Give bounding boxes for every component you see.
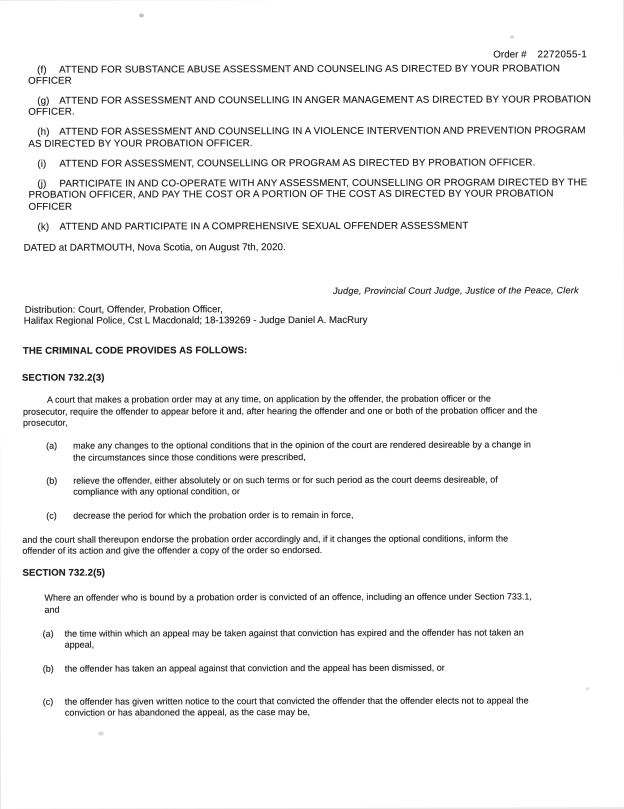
- condition-j-label: (j): [37, 178, 47, 190]
- s3-intro-line-3: prosecutor,: [23, 417, 68, 428]
- condition-h-label: (h): [37, 126, 50, 139]
- condition-i-line-1: ATTEND FOR ASSESSMENT, COUNSELLING OR PROGRAM AS DIRECTED BY PROBATION OFFICER.: [59, 157, 536, 170]
- s3-item-b-label: (b): [46, 475, 58, 486]
- s5-item-a-label: (a): [42, 628, 54, 639]
- s3-item-c: [0, 509, 624, 522]
- condition-j: [0, 177, 623, 213]
- s3-closing-line-2: offender of its action and give the offender a copy of the order so endorsed.: [22, 545, 323, 556]
- s3-item-a-line-2: the circumstances since those conditions were prescribed,: [73, 451, 306, 463]
- criminal-code-heading: THE CRIMINAL CODE PROVIDES AS FOLLOWS:: [22, 345, 248, 358]
- order-number-label: Order #: [493, 49, 527, 61]
- condition-g: [0, 94, 623, 118]
- s5-item-a: [1, 627, 624, 651]
- section-732-2-5-intro: [0, 592, 624, 616]
- signature-roles-line: Judge, Provincial Court Judge, Justice of the Peace, Clerk: [333, 285, 579, 297]
- distribution-line-1: Distribution: Court, Offender, Probation Officer,: [24, 304, 223, 317]
- s5-item-a-line-2: appeal,: [64, 639, 95, 650]
- s5-item-c-label: (c): [42, 696, 54, 707]
- condition-f-line-2: OFFICER: [28, 75, 72, 87]
- distribution-block: [0, 304, 624, 328]
- s3-item-c-label: (c): [46, 510, 57, 521]
- condition-h-line-1: ATTEND FOR ASSESSMENT AND COUNSELLING IN A VIOLENCE INTERVENTION AND PREVENTION PROGRAM: [59, 125, 586, 138]
- condition-j-line-3: OFFICER: [28, 201, 73, 213]
- s3-item-b: [0, 474, 624, 498]
- condition-g-line-1: ATTEND FOR ASSESSMENT AND COUNSELLING IN ANGER MANAGEMENT AS DIRECTED BY YOUR PROBATION: [59, 94, 592, 107]
- dated-line: DATED at DARTMOUTH, Nova Scotia, on August 7th, 2020.: [23, 242, 286, 254]
- s3-item-c-line-1: decrease the period for which the probation order is to remain in force,: [73, 509, 354, 521]
- condition-f-label: (f): [37, 64, 47, 76]
- scan-speck: [98, 732, 104, 736]
- s3-item-a-line-1: make any changes to the optional conditions that in the opinion of the court are rendered desireable by a change in: [73, 439, 531, 451]
- s5-intro-line-2: and: [44, 604, 60, 615]
- s3-closing-line-1: and the court shall thereupon endorse the probation order accordingly and, if it changes the optional conditions, inform the: [22, 533, 509, 545]
- s3-item-a: [0, 440, 624, 464]
- order-number-line: [0, 49, 623, 62]
- s5-item-b-label: (b): [42, 663, 54, 674]
- condition-k-label: (k): [37, 221, 50, 233]
- s3-item-a-label: (a): [46, 440, 58, 452]
- condition-f-line-1: ATTEND FOR SUBSTANCE ABUSE ASSESSMENT AND COUNSELING AS DIRECTED BY YOUR PROBATION: [59, 62, 561, 76]
- s5-item-b: [1, 662, 624, 675]
- section-732-2-3-title: SECTION 732.2(3): [21, 372, 105, 385]
- order-number-value: 2272055-1: [537, 49, 588, 61]
- condition-g-line-2: OFFICER.: [28, 106, 75, 119]
- condition-f: [0, 63, 623, 87]
- s5-item-c-line-1: the offender has given written notice to the court that convicted the offender that the offender elects not to appeal the: [64, 695, 529, 707]
- s3-item-b-line-1: relieve the offender, either absolutely or on such terms or for such period as the court deems desireable, of: [73, 474, 498, 486]
- condition-k: [0, 220, 624, 233]
- s3-intro-line-2: prosecutor, require the offender to appear before it and, after hearing the offender and one or both of the probation officer and the: [23, 405, 538, 417]
- condition-g-label: (g): [37, 95, 50, 107]
- condition-j-line-1: PARTICIPATE IN AND CO-OPERATE WITH ANY ASSESSMENT, COUNSELLING OR PROGRAM DIRECTED BY THE: [59, 176, 588, 190]
- condition-i-label: (i): [37, 158, 47, 170]
- s5-intro-line-1: Where an offender who is bound by a probation order is convicted of an offence, including an offence under Section 733.1,: [44, 591, 532, 604]
- condition-h-line-2: AS DIRECTED BY YOUR PROBATION OFFICER.: [28, 137, 253, 150]
- distribution-line-2: Halifax Regional Police, Cst L Macdonald; 18-139269 - Judge Daniel A. MacRury: [23, 315, 368, 328]
- s5-item-c-line-2: conviction or has abandoned the appeal, as the case may be,: [64, 707, 310, 718]
- condition-k-line-1: ATTEND AND PARTICIPATE IN A COMPREHENSIVE SEXUAL OFFENDER ASSESSMENT: [59, 220, 469, 233]
- condition-i: [0, 157, 623, 170]
- s3-intro-line-1: A court that makes a probation order may at any time, on application by the offender, the probation officer or the: [46, 393, 491, 406]
- s3-closing-paragraph: [0, 533, 624, 557]
- s5-item-c: [1, 695, 624, 719]
- s5-item-a-line-1: the time within which an appeal may be taken against that conviction has expired and the offender has not taken an: [64, 626, 524, 639]
- section-732-2-3-intro: [0, 394, 624, 430]
- section-732-2-5-title: SECTION 732.2(5): [22, 567, 106, 580]
- condition-h: [0, 125, 623, 149]
- condition-j-line-2: PROBATION OFFICER, AND PAY THE COST OR A PORTION OF THE COST AS DIRECTED BY YOUR PROBATION: [28, 188, 554, 201]
- s3-item-b-line-2: compliance with any optional condition, or: [73, 486, 240, 497]
- s5-item-b-line-1: the offender has taken an appeal against that conviction and the appeal has been dismissed, or: [64, 662, 445, 674]
